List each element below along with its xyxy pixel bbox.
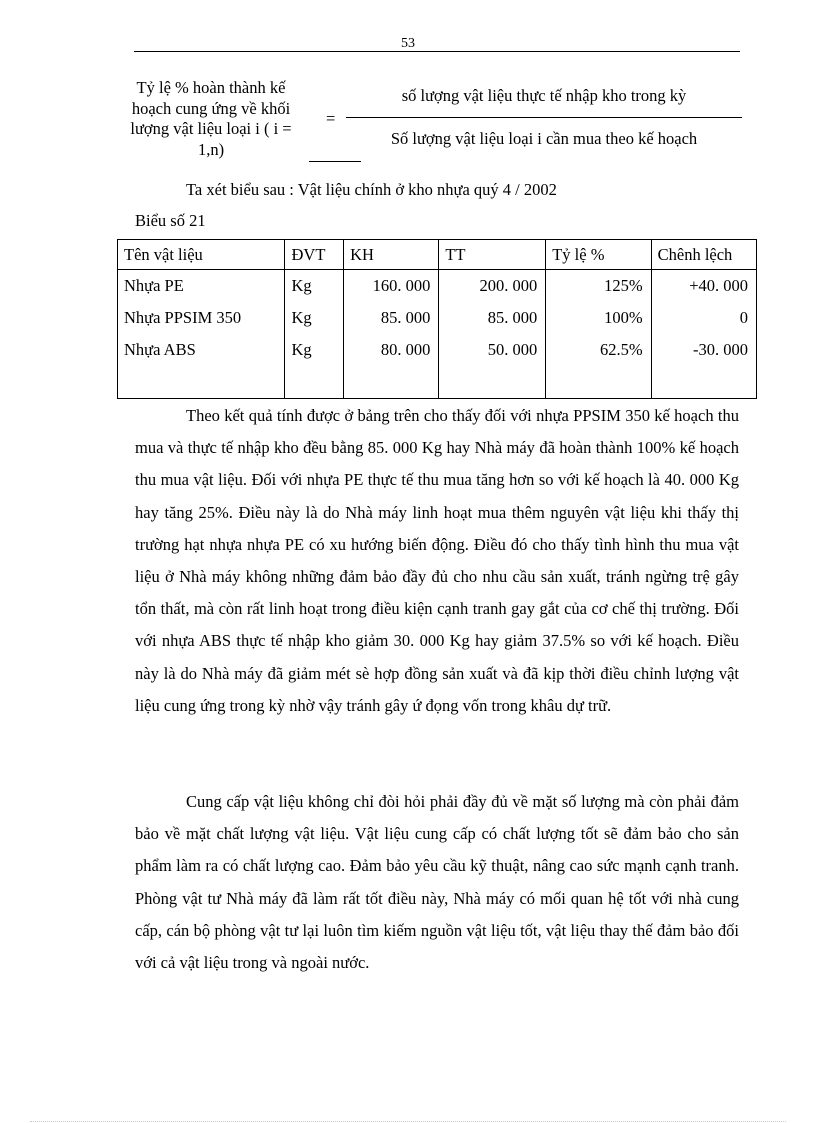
cell-unit: Kg	[285, 270, 344, 303]
analysis-paragraph	[135, 400, 739, 722]
cell-ratio: 62.5%	[546, 334, 651, 366]
materials-table	[117, 239, 757, 399]
formula-numerator: số lượng vật liệu thực tế nhập kho trong kỳ	[401, 86, 687, 105]
cell-actual: 50. 000	[439, 334, 546, 366]
table-row-empty	[118, 366, 757, 399]
formula-underline	[309, 161, 361, 162]
cell-unit	[285, 366, 344, 399]
table-row	[118, 334, 757, 366]
header-unit: ĐVT	[285, 240, 344, 270]
cell-unit: Kg	[285, 334, 344, 366]
fraction-bar	[346, 117, 742, 118]
header-material-name: Tên vật liệu	[118, 240, 285, 270]
formula-denominator: Số lượng vật liệu loại i cần mua theo kế hoạch	[390, 129, 698, 148]
intro-line: Ta xét biểu sau : Vật liệu chính ở kho nhựa quý 4 / 2002	[186, 180, 557, 199]
paragraph-text: Theo kết quả tính được ở bảng trên cho thấy đối với nhựa PPSIM 350 kế hoạch thu mua và thực tế nhập kho đều bằng 85. 000 Kg hay Nhà máy đã hoàn thành 100% kế hoạch thu mua vật liệu. Đối với nhựa PE thực tế thu mua tăng hơn so với kế hoạch là 40. 000 Kg hay tăng 25%. Điều này là do Nhà máy linh hoạt mua thêm nguyên vật liệu khi thấy thị trường hạt nhựa nhựa PE có xu hướng biến động. Điều đó cho thấy tình hình thu mua vật liệu ở Nhà máy không những đảm bảo đầy đủ cho nhu cầu sản xuất, tránh ngừng trệ gây tổn thất, mà còn rất linh hoạt trong điều kiện cạnh tranh gay gắt của cơ chế thị trường. Đối với nhựa ABS thực tế nhập kho giảm 30. 000 Kg hay giảm 37.5% so với kế hoạch. Điều này là do Nhà máy đã giảm mét sè hợp đồng sản xuất và đã kịp thời điều chỉnh lượng vật liệu cung ứng trong kỳ nhờ vậy tránh gây ứ đọng vốn trong khâu dự trữ.	[135, 406, 739, 715]
cell-material-name	[118, 366, 285, 399]
cell-actual: 85. 000	[439, 302, 546, 334]
cell-ratio: 100%	[546, 302, 651, 334]
header-ratio: Tỷ lệ %	[546, 240, 651, 270]
quality-paragraph	[135, 786, 739, 979]
cell-difference: +40. 000	[651, 270, 756, 303]
cell-difference: 0	[651, 302, 756, 334]
page-number: 53	[401, 36, 415, 51]
cell-plan: 85. 000	[344, 302, 439, 334]
table-caption: Biểu số 21	[135, 211, 206, 230]
cell-material-name: Nhựa ABS	[118, 334, 285, 366]
cell-difference: -30. 000	[651, 334, 756, 366]
cell-actual: 200. 000	[439, 270, 546, 303]
cell-plan: 80. 000	[344, 334, 439, 366]
formula-label: Tỷ lệ % hoàn thành kế hoạch cung ứng về khối lượng vật liệu loại i ( i = 1,n)	[130, 78, 292, 159]
cell-unit: Kg	[285, 302, 344, 334]
table-row	[118, 270, 757, 303]
header-rule	[134, 51, 740, 52]
cell-ratio: 125%	[546, 270, 651, 303]
header-plan: KH	[344, 240, 439, 270]
header-actual: TT	[439, 240, 546, 270]
cell-ratio	[546, 366, 651, 399]
formula-equals-sign: =	[326, 109, 336, 128]
cell-plan: 160. 000	[344, 270, 439, 303]
table-row	[118, 302, 757, 334]
cell-difference	[651, 366, 756, 399]
page-bottom-edge	[30, 1121, 786, 1122]
cell-actual	[439, 366, 546, 399]
cell-material-name: Nhựa PE	[118, 270, 285, 303]
paragraph-text: Cung cấp vật liệu không chỉ đòi hỏi phải đầy đủ về mặt số lượng mà còn phải đảm bảo về mặt chất lượng vật liệu. Vật liệu cung cấp có chất lượng tốt sẽ đảm bảo cho sản phẩm làm ra có chất lượng cao. Đảm bảo yêu cầu kỹ thuật, nâng cao sức mạnh cạnh tranh. Phòng vật tư Nhà máy đã làm rất tốt điều này, Nhà máy có mối quan hệ tốt với nhà cung cấp, cán bộ phòng vật tư lại luôn tìm kiếm nguồn vật liệu tốt, vật liệu thay thế đảm bảo đối với cả vật liệu trong và ngoài nước.	[135, 792, 739, 973]
table-header-row	[118, 240, 757, 270]
cell-plan	[344, 366, 439, 399]
header-difference: Chênh lệch	[651, 240, 756, 270]
cell-material-name: Nhựa PPSIM 350	[118, 302, 285, 334]
